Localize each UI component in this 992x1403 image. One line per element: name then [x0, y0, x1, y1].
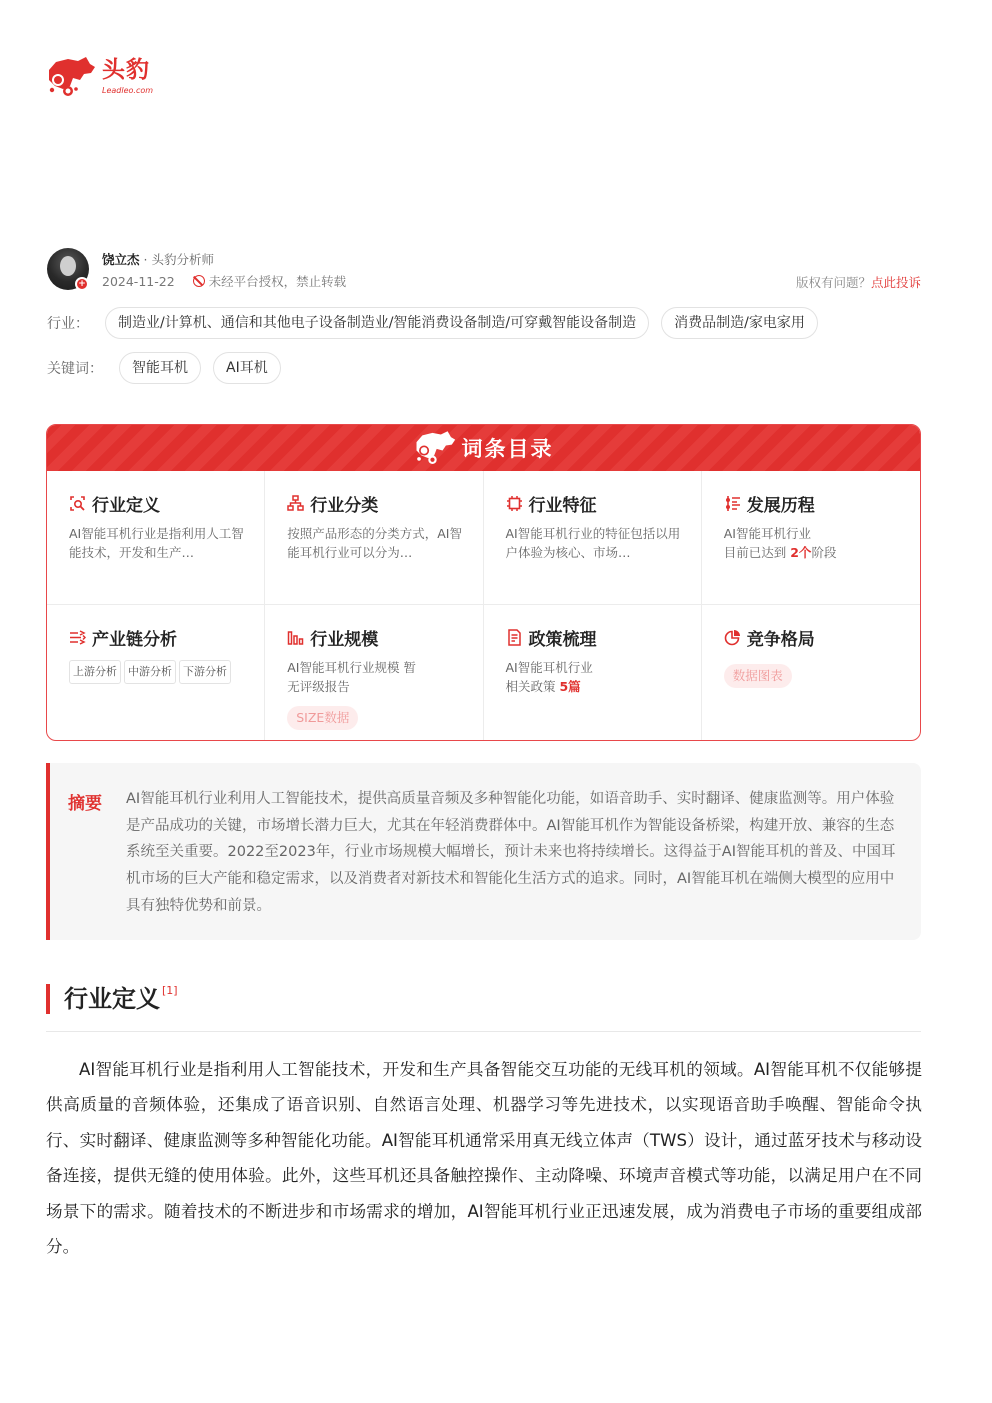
industry-tag[interactable]: 制造业/计算机、通信和其他电子设备制造业/智能消费设备制造/可穿戴智能设备制造 — [105, 307, 649, 339]
toc-item-desc: AI智能耳机行业的特征包括以用户体验为核心、市场… — [505, 526, 681, 560]
leopard-logo-icon — [46, 56, 96, 98]
industry-label: 行业： — [47, 316, 89, 332]
toc-title: 词条目录 — [461, 437, 554, 461]
reference-link[interactable]: [1] — [162, 984, 178, 997]
toc-item-desc: AI智能耳机行业是指利用人工智能技术，开发和生产… — [69, 526, 244, 560]
copyright-question: 版权有问题？ — [795, 275, 871, 290]
toc-item-desc-line — [506, 677, 681, 696]
copyright-notice — [796, 273, 921, 291]
toc-header — [47, 425, 920, 471]
toc-item-features[interactable] — [484, 471, 702, 605]
section-title: 行业定义 — [64, 985, 160, 1013]
avatar-face — [60, 256, 76, 276]
pie-chart-icon — [724, 629, 741, 646]
author-name[interactable]: 饶立杰 — [102, 252, 140, 267]
summary-box — [46, 763, 921, 940]
toc-item-title: 政策梳理 — [528, 630, 597, 650]
author-role: · 头豹分析师 — [143, 252, 214, 267]
industry-row — [47, 307, 830, 339]
industry-tag[interactable]: 消费品制造/家电家用 — [661, 307, 818, 339]
chain-icon — [69, 629, 86, 646]
ban-icon — [193, 275, 205, 287]
brand-logo[interactable] — [46, 56, 153, 98]
toc-item-desc-line: AI智能耳机行业 — [723, 526, 811, 541]
author-info — [102, 250, 214, 268]
toc-item-title: 发展历程 — [746, 496, 815, 516]
chain-chips — [69, 660, 264, 684]
search-doc-icon — [69, 495, 86, 512]
toc-item-desc-line — [724, 543, 899, 562]
stage-count: 2个 — [790, 545, 812, 560]
author-meta — [102, 272, 346, 290]
summary-label: 摘要 — [68, 794, 102, 814]
stage-prefix: 目前已达到 — [723, 545, 791, 560]
leopard-logo-icon — [414, 430, 456, 466]
policy-count: 5篇 — [559, 679, 581, 694]
toc-item-desc — [506, 658, 681, 696]
policy-prefix: 相关政策 — [505, 679, 560, 694]
size-data-pill[interactable]: SIZE数据 — [287, 706, 358, 730]
toc-item-competition[interactable] — [702, 605, 920, 741]
keywords-label: 关键词： — [47, 361, 103, 377]
toc-item-title: 行业规模 — [310, 630, 379, 650]
divider — [46, 1031, 921, 1032]
toc-item-title: 行业分类 — [310, 496, 379, 516]
definition-paragraph: AI智能耳机行业是指利用人工智能技术，开发和生产具备智能交互功能的无线耳机的领域。AI智能耳机不仅能够提供高质量的音频体验，还集成了语音识别、自然语言处理、机器学习等先进技术，以实现语音助手唤醒、智能命令执行、实时翻译、健康监测等多种智能化功能。AI智能耳机通常采用真无线立体声（TWS）设计，通过蓝牙技术与移动设备连接，提供无缝的使用体验。此外，这些耳机还具备触控操作、主动降噪、环境声音模式等功能，以满足用户在不同场景下的需求。随着技术的不断进步和市场需求的增加，AI智能耳机行业正迅速发展，成为消费电子市场的重要组成部分。 — [46, 1060, 922, 1257]
data-chart-pill[interactable]: 数据图表 — [724, 664, 792, 688]
timeline-icon — [724, 495, 741, 512]
summary-text: AI智能耳机行业利用人工智能技术，提供高质量音频及多种智能化功能，如语音助手、实时翻译、健康监测等。用户体验是产品成功的关键，市场增长潜力巨大，尤其在年轻消费群体中。AI智能耳机作为智能设备桥梁，构建开放、兼容的生态系统至关重要。2022至2023年，行业市场规模大幅增长，预计未来也将持续增长。这得益于AI智能耳机的普及、中国耳机市场的巨大产能和稳定需求，以及消费者对新技术和智能化生活方式的追求。同时，AI智能耳机在端侧大模型的应用中具有独特优势和前景。 — [126, 791, 896, 914]
policy-doc-icon — [506, 629, 523, 646]
midstream-chip[interactable]: 中游分析 — [124, 660, 176, 684]
publish-date: 2024-11-22 — [102, 273, 175, 289]
stage-suffix: 阶段 — [811, 545, 837, 560]
toc-item-title: 竞争格局 — [746, 630, 815, 650]
keyword-tag[interactable]: AI耳机 — [213, 352, 281, 384]
toc-item-title: 行业特征 — [528, 496, 597, 516]
toc-panel — [46, 424, 921, 741]
toc-item-desc: AI智能耳机行业规模 暂无评级报告 — [287, 660, 416, 694]
toc-grid — [47, 471, 920, 741]
toc-item-title: 产业链分析 — [92, 630, 177, 650]
keyword-tag[interactable]: 智能耳机 — [119, 352, 201, 384]
hierarchy-icon — [287, 495, 304, 512]
toc-item-classification[interactable] — [265, 471, 483, 605]
toc-item-desc — [724, 524, 899, 562]
toc-item-chain[interactable] — [47, 605, 265, 741]
toc-item-desc-line: AI智能耳机行业 — [505, 660, 593, 675]
repost-notice: 未经平台授权，禁止转载 — [208, 274, 347, 289]
downstream-chip[interactable]: 下游分析 — [179, 660, 231, 684]
chip-icon — [506, 495, 523, 512]
toc-item-desc: 按照产品形态的分类方式，AI智能耳机行业可以分为… — [287, 526, 462, 560]
keywords-row — [47, 352, 293, 384]
toc-item-title: 行业定义 — [92, 496, 160, 516]
bar-chart-icon — [287, 629, 304, 646]
author-bar — [47, 248, 921, 292]
toc-item-history[interactable] — [702, 471, 920, 605]
upstream-chip[interactable]: 上游分析 — [69, 660, 121, 684]
brand-domain: Leadleo.com — [102, 86, 154, 95]
toc-item-scale[interactable] — [265, 605, 483, 741]
verified-badge-icon: + — [75, 277, 89, 291]
brand-name: 头豹 — [102, 57, 150, 83]
complaint-link[interactable]: 点此投诉 — [870, 275, 921, 290]
toc-item-policy[interactable] — [484, 605, 702, 741]
section-heading — [46, 984, 178, 1014]
toc-item-definition[interactable] — [47, 471, 265, 605]
